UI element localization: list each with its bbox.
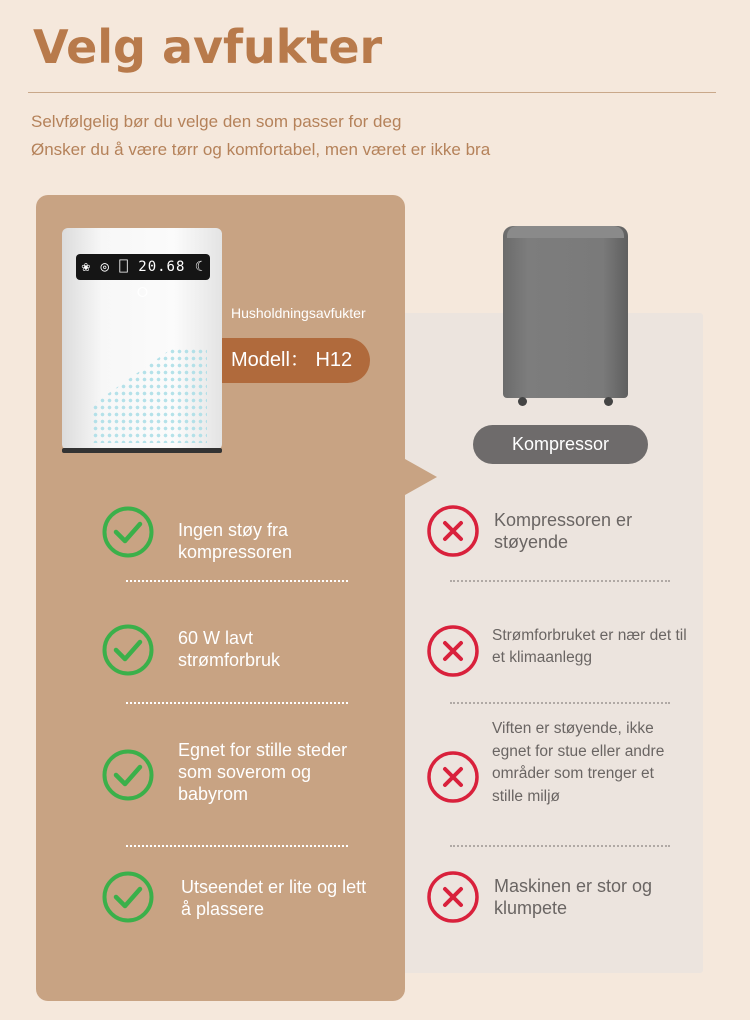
drawback-text: Kompressoren er støyende	[494, 510, 633, 552]
x-circle-icon	[427, 871, 479, 923]
compressor-top	[507, 226, 624, 238]
device-vent-pattern	[92, 348, 207, 443]
x-circle-icon	[427, 751, 479, 803]
compressor-type-badge: Kompressor	[473, 425, 648, 464]
device-base	[62, 448, 222, 453]
check-circle-icon	[102, 506, 154, 558]
title-divider	[28, 92, 716, 93]
benefit-text: Utseendet er lite og lett å plassere	[181, 877, 367, 919]
check-circle-icon	[102, 871, 154, 923]
drawback-text: Viften er støyende, ikke egnet for stue eller andre områder som trenger et stille miljø	[492, 720, 665, 805]
check-circle-icon	[102, 749, 154, 801]
benefit-text: Ingen støy fra kompressoren	[178, 520, 293, 562]
x-circle-icon	[427, 505, 479, 557]
x-circle-icon	[427, 625, 479, 677]
compressor-wheel	[518, 397, 527, 406]
row-divider	[126, 580, 348, 582]
check-circle-icon	[102, 624, 154, 676]
category-label: Husholdningsavfukter	[231, 305, 366, 321]
page-title: Velg avfukter	[33, 20, 383, 74]
dehumidifier-product-image	[62, 228, 222, 450]
row-divider	[450, 702, 670, 704]
device-display: ❀ ◎ ⎕ 20.68 ☾ ⭘	[76, 254, 210, 280]
model-badge: Modell： H12	[222, 338, 370, 383]
row-divider	[126, 702, 348, 704]
row-divider	[450, 845, 670, 847]
benefit-text: Egnet for stille steder som soverom og babyrom	[178, 740, 348, 804]
benefit-text: 60 W lavt strømforbruk	[178, 628, 281, 670]
row-divider	[126, 845, 348, 847]
compressor-wheel	[604, 397, 613, 406]
subtitle-line-1: Selvfølgelig bør du velge den som passer for deg	[31, 112, 402, 131]
subtitle-line-2: Ønsker du å være tørr og komfortabel, men været er ikke bra	[31, 140, 491, 159]
drawback-text: Maskinen er stor og klumpete	[494, 876, 653, 918]
drawback-text: Strømforbruket er nær det til et klimaanlegg	[492, 627, 687, 666]
compressor-product-image	[503, 226, 628, 398]
comparison-arrow	[405, 459, 437, 495]
row-divider	[450, 580, 670, 582]
